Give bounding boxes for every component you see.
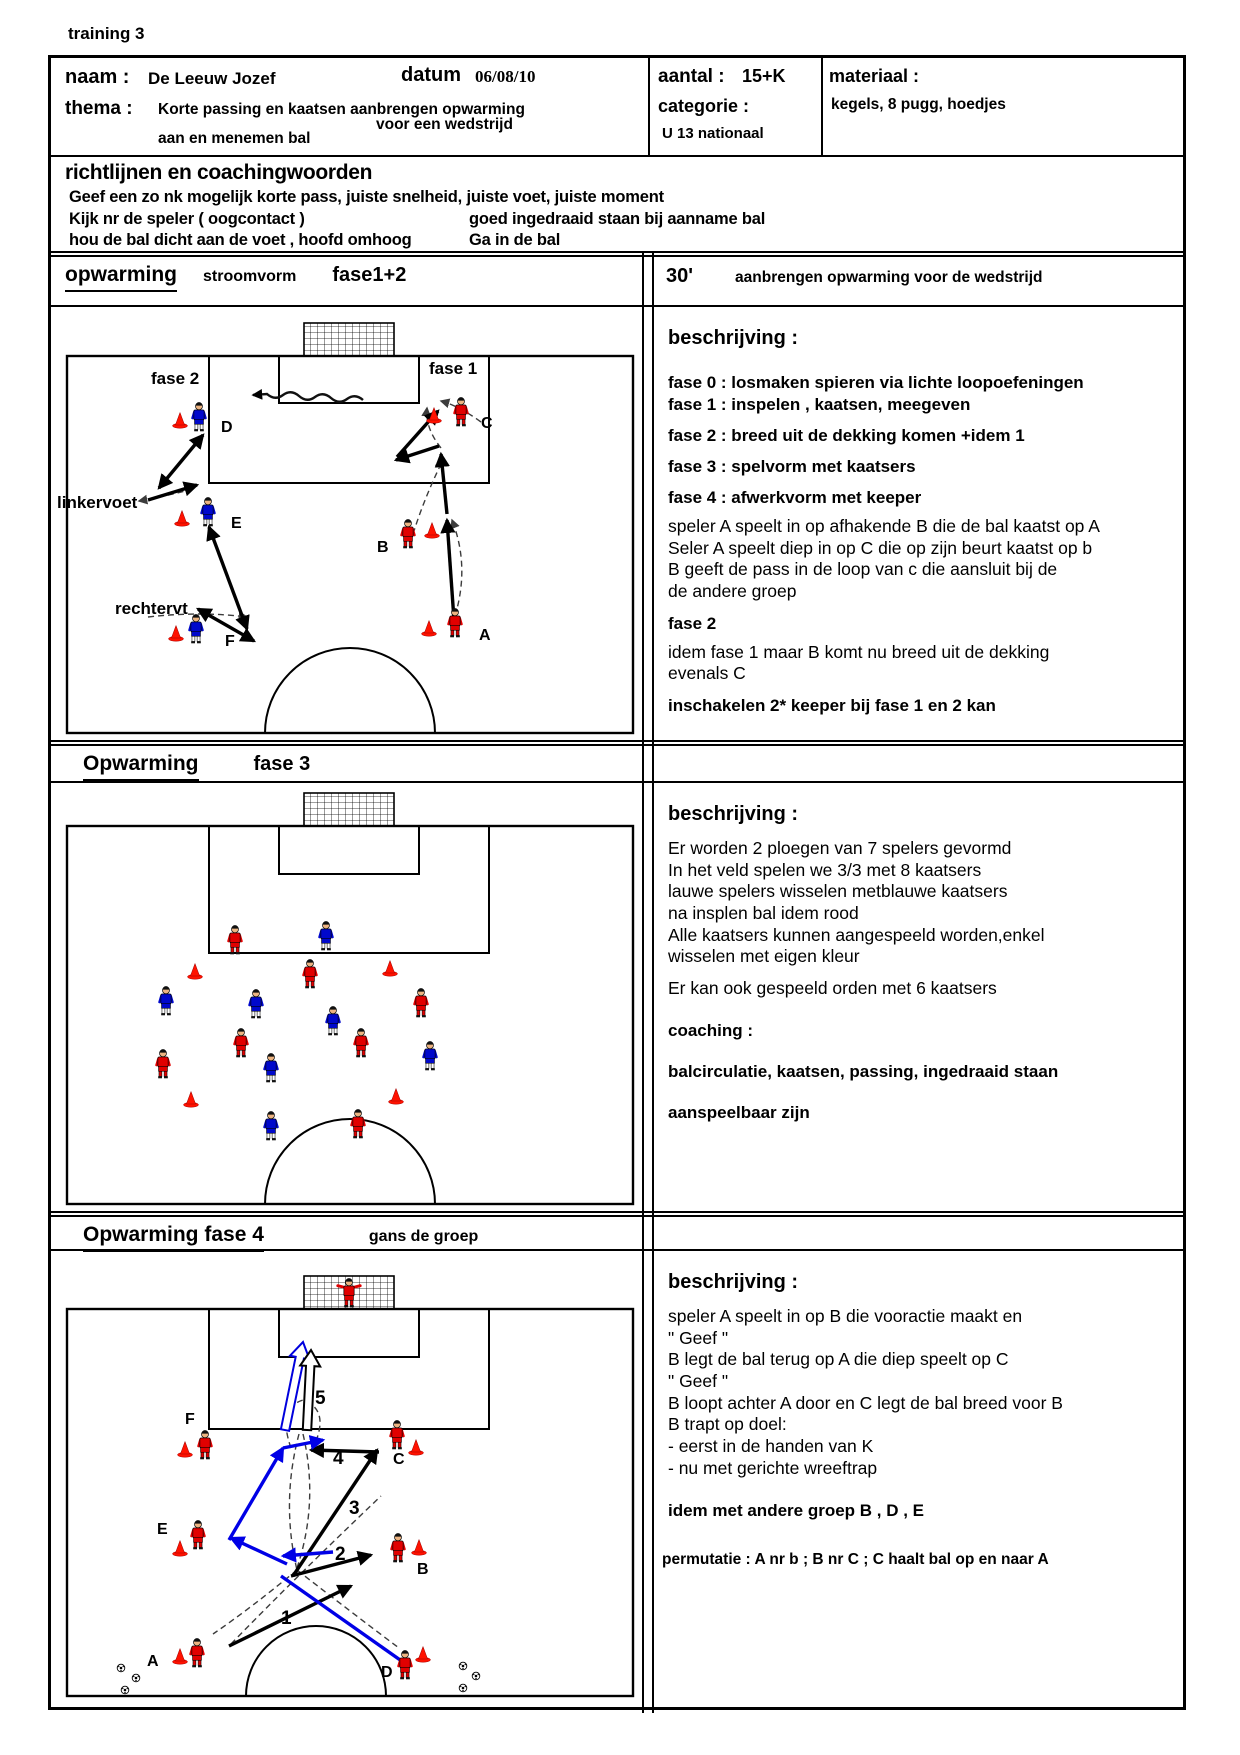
richtlijnen-line-2-right: goed ingedraaid staan bij aanname bal [469,210,766,228]
description-line: idem fase 1 maar B komt nu breed uit de dekking [668,641,1050,662]
description-line: lauwe spelers wisselen metblauwe kaatsers [668,881,1008,902]
section-title-part: Opwarming [83,752,199,781]
description-line: B trapt op doel: [668,1414,787,1435]
diagram-label: fase 1 [429,359,478,378]
section-opwarming-fase-1-2 [51,251,1183,740]
richtlijnen-line-3-right: Ga in de bal [469,231,561,249]
ball [472,1672,480,1680]
section-1-body [51,307,1183,740]
diagram-label: F [225,633,235,650]
section-title-part: fase 3 [253,753,311,775]
header-cell-aantal-categorie [650,58,819,155]
section-3-header-strip [51,1213,1183,1251]
header-cell-naam-thema [51,58,648,155]
description-line: idem met andere groep B , D , E [668,1500,925,1520]
header-row [51,58,1183,155]
diagram-label: D [221,419,233,436]
field-outline [67,356,633,733]
diagram-label: C [393,1451,405,1468]
description-line: B loopt achter A door en C legt de bal breed voor B [668,1392,1063,1413]
description-line: wisselen met eigen kleur [668,946,860,967]
column-divider [652,742,654,1211]
diagram-label: F [185,1411,195,1428]
section-title-part: opwarming [65,263,177,292]
description-line: fase 1 : inspelen , kaatsen, meegeven [668,395,971,414]
description-line: speler A speelt in op afhakende B die de bal kaatst op A [668,516,1100,536]
description-line: - eerst in de handen van K [668,1436,874,1457]
section-2-title [51,742,648,781]
ball [121,1686,129,1694]
ball [459,1662,467,1670]
description-line: inschakelen 2* keeper bij fase 1 en 2 kan [668,696,996,716]
section-title-part: stroomvorm [203,268,297,285]
description-line: beschrijving : [668,327,799,349]
description-line: beschrijving : [668,1271,799,1293]
description-line: " Geef " [668,1327,729,1348]
diagram-label: D [381,1664,393,1681]
description-line [654,1000,1179,1010]
field-diagram-fase-1-2 [51,308,648,741]
section-1-title [51,253,648,305]
description-line: speler A speelt in op B die vooractie maakt en [668,1306,1023,1326]
description-line: Seler A speelt diep in op C die op zijn beurt kaatst op b [668,537,1093,558]
description-line: fase 2 : breed uit de dekking komen +idem 1 [668,426,1025,445]
description-line: fase 2 [668,613,717,633]
goal-net [304,323,394,356]
description-line: Alle kaatsers kunnen aangespeeld worden,enkel [668,924,1045,945]
description-line: na insplen bal idem rood [668,903,859,924]
diagram-label: A [147,1653,159,1670]
categorie-value: U 13 nationaal [662,125,764,142]
section-title-part: fase1+2 [332,264,407,286]
description-line: coaching : [668,1020,754,1040]
diagram-label: fase 2 [151,369,200,388]
field-diagram-fase-3 [51,784,648,1212]
diagram-label: B [377,539,389,556]
section-3-description [654,1251,1179,1713]
description-line: evenals C [668,663,746,684]
description-line [654,1296,1179,1306]
description-line: B geeft de pass in de loop van c die aansluit bij de [668,559,1058,580]
description-line [654,1521,1179,1531]
description-line: beschrijving : [668,803,799,825]
section-1-duration: 30' [666,265,694,287]
description-line: Er worden 2 ploegen van 7 spelers gevormd [668,838,1012,858]
pass-arrow [311,1450,379,1452]
diagram-label: 3 [349,1498,360,1519]
description-line [654,828,1179,838]
thema-line-3: aan en menemen bal [158,130,311,147]
field-outline [67,826,633,1204]
field-diagram-fase-4 [51,1252,648,1712]
description-line [654,1531,1179,1541]
richtlijnen-line-2 [69,210,1175,229]
description-line: " Geef " [668,1371,729,1392]
naam-value: De Leeuw Jozef [148,69,276,88]
section-2-description [654,783,1179,1211]
section-opwarming-fase-3 [51,740,1183,1211]
diagram-label: E [157,1521,168,1538]
description-line: permutatie : A nr b ; B nr C ; C haalt bal op en naar A [662,1550,1049,1568]
description-line: - nu met gerichte wreeftrap [668,1457,878,1478]
column-divider [642,742,644,1211]
categorie-label: categorie : [658,96,750,116]
description-line: In het veld spelen we 3/3 met 8 kaatsers [668,859,982,880]
section-title-part: Opwarming fase 4 [83,1223,264,1252]
description-line [654,1480,1179,1490]
description-line: de andere groep [668,581,797,602]
section-3-body [51,1251,1183,1713]
richtlijnen-line-3-left: hou de bal dicht aan de voet , hoofd omhoog [69,231,412,249]
diagram-label: 1 [281,1608,292,1629]
richtlijnen-title: richtlijnen en coachingwoorden [65,161,373,184]
richtlijnen-line-2-left: Kijk nr de speler ( oogcontact ) [69,210,305,228]
section-title-part: gans de groep [368,1228,479,1245]
diagram-label: B [417,1561,429,1578]
ball [132,1674,140,1682]
goal-net [304,793,394,826]
description-line [654,968,1179,978]
materiaal-label: materiaal : [829,66,920,86]
description-line [654,352,1179,362]
description-line: fase 4 : afwerkvorm met keeper [668,488,922,507]
description-line: fase 3 : spelvorm met kaatsers [668,457,916,476]
section-3-right-header [648,1213,1183,1249]
ball [117,1664,125,1672]
diagram-label: rechtervt [115,599,188,618]
diagram-label: A [479,627,491,644]
description-line: fase 0 : losmaken spieren via lichte loopoefeningen [668,373,1084,392]
column-divider [642,253,644,740]
diagram-label: 4 [333,1448,344,1469]
section-1-description [654,307,1179,740]
aantal-value: 15+K [742,66,786,86]
datum-label: datum [401,64,461,86]
datum-value: 06/08/10 [475,67,536,86]
section-2-header-strip [51,742,1183,783]
thema-label: thema : [65,98,133,119]
naam-label: naam : [65,66,130,88]
diagram-label: 2 [335,1544,346,1565]
description-line: B legt de bal terug op A die diep speelt op C [668,1349,1009,1370]
diagram-label: 5 [315,1388,326,1409]
column-divider [652,1213,654,1713]
description-line: aanspeelbaar zijn [668,1102,810,1122]
column-divider [652,253,654,740]
section-1-right-header [648,253,1183,305]
section-1-header-strip [51,253,1183,307]
description-line [654,1041,1179,1051]
richtlijnen-line-3 [69,231,1175,250]
richtlijnen-box [51,155,1183,251]
diagram-label: E [231,515,242,532]
header-cell-materiaal [821,58,1183,155]
diagram-label: C [481,415,493,432]
training-sheet-table [48,55,1186,1710]
richtlijnen-line-1: Geef een zo nk mogelijk korte pass, juiste snelheid, juiste voet, juiste moment [69,188,664,206]
diagram-label: linkervoet [57,493,138,512]
section-2-right-header [648,742,1183,781]
section-1-subtitle: aanbrengen opwarming voor de wedstrijd [735,269,1043,286]
section-3-title [51,1213,648,1249]
section-opwarming-fase-4 [51,1211,1183,1713]
section-2-body [51,783,1183,1211]
description-line [654,1082,1179,1092]
training-number-label: training 3 [68,24,145,43]
column-divider [642,1213,644,1713]
thema-line-1: Korte passing en kaatsen aanbrengen opwarming [158,101,525,118]
ball [459,1684,467,1692]
thema-line-2: voor een wedstrijd [376,116,513,133]
materiaal-value: kegels, 8 pugg, hoedjes [831,96,1006,113]
aantal-label: aantal : [658,66,725,87]
description-line: balcirculatie, kaatsen, passing, ingedraaid staan [668,1061,1059,1081]
description-line: Er kan ook gespeeld orden met 6 kaatsers [668,978,997,999]
